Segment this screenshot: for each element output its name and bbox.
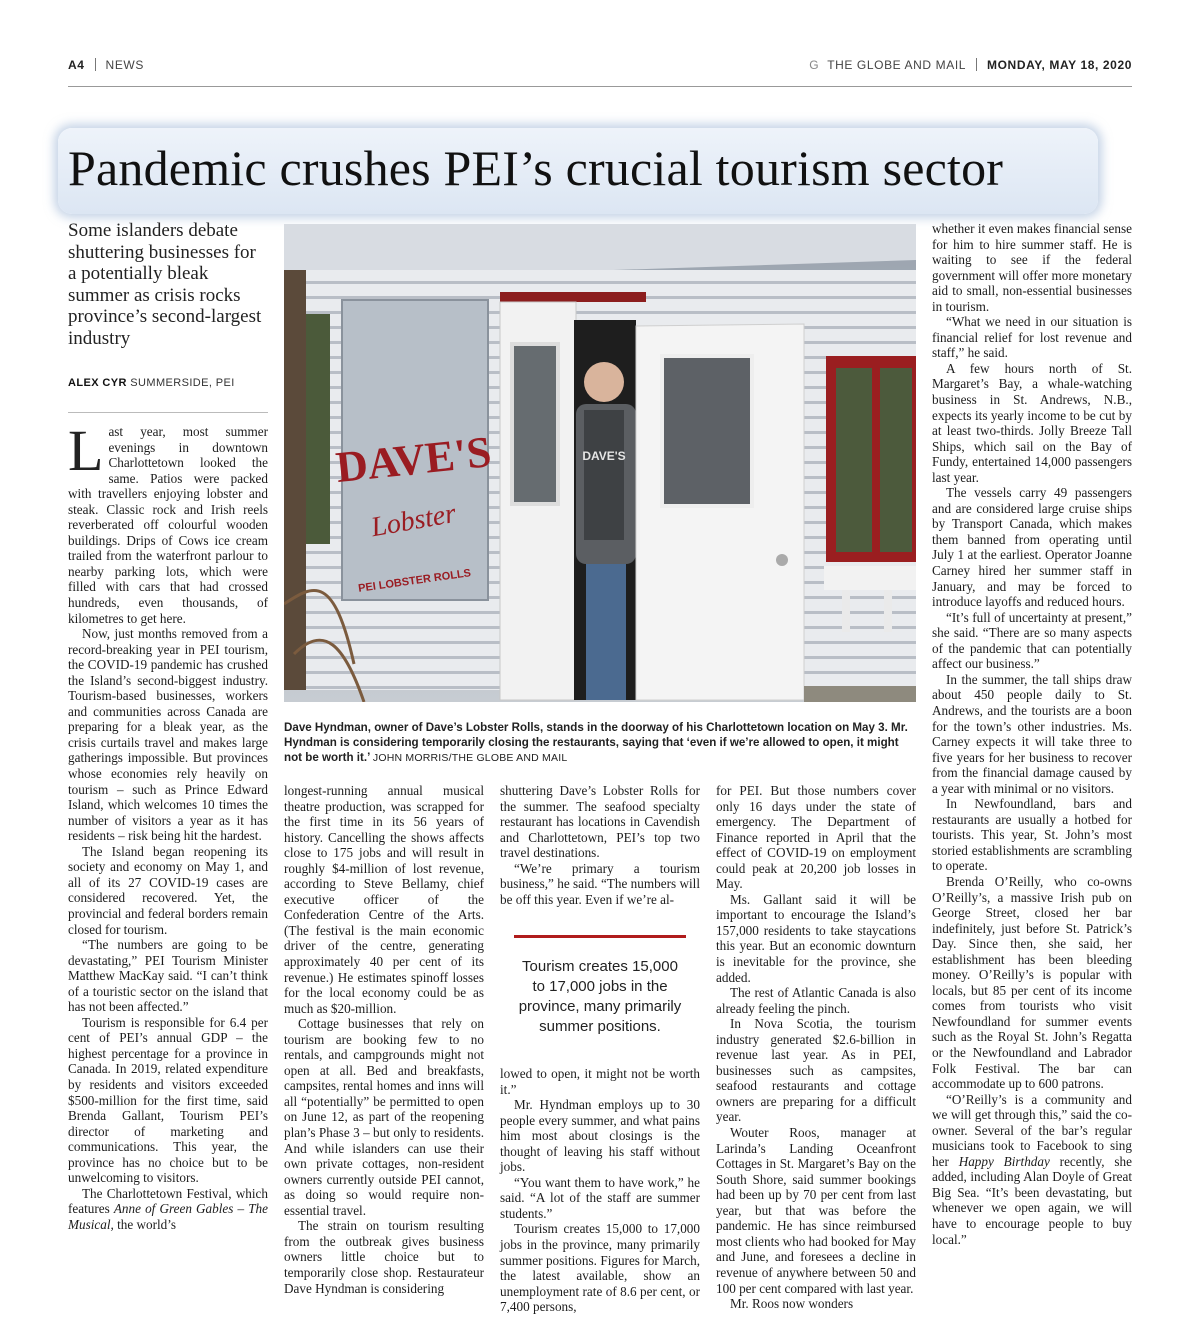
pull-quote: Tourism creates 15,000 to 17,000 jobs in the province, many primarily summer positions.	[518, 958, 682, 1035]
byline-rule	[68, 412, 268, 413]
section-label: NEWS	[105, 58, 144, 72]
article-column-5	[932, 221, 1132, 1247]
paragraph: Mr. Hyndman employs up to 30 people every summer, and what pains him most about closings is the thought of leaving his staff without jobs.	[500, 1097, 700, 1175]
sign-sub-text: PEI LOBSTER ROLLS	[357, 567, 472, 595]
paragraph: “What we need in our situation is financial relief for lost revenue and staff,” he said.	[932, 314, 1132, 361]
paragraph: The rest of Atlantic Canada is also already feeling the pinch.	[716, 985, 916, 1016]
photo-illustration	[284, 224, 916, 702]
paragraph: A few hours north of St. Margaret’s Bay, a whale-watching business in St. Andrews, N.B., expects its yearly income to be cut by at least two-thirds. Jolly Breeze Tall Ships, which sail on the Bay of Fundy, entertained 14,000 passengers last year.	[932, 360, 1132, 485]
paragraph: The strain on tourism resulting from the outbreak gives business owners little choice but to temporarily close shop. Restaurateur Dave Hyndman is considering	[284, 1218, 484, 1296]
page-header	[68, 58, 1132, 74]
paragraph: lowed to open, it might not be worth it.”	[500, 1066, 700, 1097]
drop-cap: L	[68, 418, 104, 483]
article-column-2	[284, 783, 484, 1296]
article-column-1	[68, 418, 269, 1232]
paragraph: Now, just months removed from a record-breaking year in PEI tourism, the COVID-19 pandemic has crushed the Island’s second-biggest industry. Tourism-based businesses, workers and communities across Canada are preparing for a bleak year, as the crisis curtails travel and makes large gatherings impossible. But provinces whose economies rely heavily on tourism – such as Prince Edward Island, which welcomes 10 times the number of visitors a year as it has residents – risk being hit the hardest.	[68, 626, 268, 844]
paragraph: In the summer, the tall ships draw about 450 people daily to St. Andrews, and the tourists are a boon for the town’s other industries. Ms. Carney expects it will take three to five years for her business to recover from the financial damage caused by a year with minimal or no visitors.	[932, 671, 1132, 796]
paragraph: “O’Reilly’s is a community and we will get through this,” said the co-owner. Several of the bar’s regular musicians took to Facebook to sing her Happy Birthday recently, she added, including Alan Doyle of Great Big Sea. “It’s been devastating, but whenever we open again, we will have to encourage people to buy local.”	[932, 1091, 1133, 1247]
paragraph: The Island began reopening its society and economy on May 1, and all of its 27 COVID-19 cases are considered recovered. Yet, the provincial and federal borders remain closed for tourism.	[68, 843, 268, 937]
publication-name: THE GLOBE AND MAIL	[827, 58, 967, 72]
article-column-3-top	[500, 783, 700, 907]
sign-script-text: Lobster	[368, 497, 459, 544]
headline: Pandemic crushes PEI’s crucial tourism sector	[68, 140, 1004, 196]
paragraph: Wouter Roos, manager at Larinda’s Landing Oceanfront Cottages in St. Margaret’s Bay on the South Shore, said summer bookings had been up by 70 per cent from last year, but that was before the pandemic. He has since reimbursed most clients who had booked for May and June, and foresees a decline in revenue of anywhere between 50 and 100 per cent compared with last year.	[716, 1125, 916, 1296]
paragraph: In Nova Scotia, the tourism industry generated $2.6-billion in revenue last year. As in PEI, businesses such as campsites, seafood restaurants and cottage owners are preparing for a difficult year.	[716, 1016, 916, 1125]
byline	[68, 377, 268, 389]
paragraph: “We’re primary a tourism business,” he said. “The numbers will be off this year. Even if we’re al-	[500, 860, 700, 907]
paragraph: “You want them to have work,” he said. “A lot of the staff are summer students.”	[500, 1174, 700, 1221]
paragraph: Brenda O’Reilly, who co-owns O’Reilly’s, a massive Irish pub on George Street, closed her bar indefinitely, just before St. Patrick’s Day. Since then, she said, her establishment has been bleeding money. O’Reilly’s is popular with locals, but 85 per cent of its income comes from tourists who visit Newfoundland for summer events such as the Royal St. John’s Regatta or the Newfoundland and Labrador Folk Festival. The bar can accommodate up to 600 patrons.	[932, 873, 1132, 1092]
paragraph: The vessels carry 49 passengers and are considered large cruise ships by Transport Canada, which makes them banned from operating until July 1 at the earliest. Operator Joanne Carney hired her summer staff in January, and may be forced to introduce layoffs and reduced hours.	[932, 485, 1132, 610]
header-right	[809, 58, 1132, 72]
paragraph: Tourism creates 15,000 to 17,000 jobs in the province, many primarily summer positions. Figures for March, the latest available, show an unemployment rate of 8.6 per cent, or 7,400 persons,	[500, 1221, 700, 1315]
globe-logo-icon: G	[809, 58, 820, 72]
paragraph: longest-running annual musical theatre production, was scrapped for the first time in its 56 years of history. Cancelling the shows affects close to 175 jobs and will result in roughly $4-million of lost revenue, according to Steve Bellamy, chief executive officer of the Confederation Centre of the Arts. (The festival is the main economic driver of the centre, generating approximately 40 per cent of its revenue.) He estimates spinoff losses for the local economy could be as much as $20-million.	[284, 783, 484, 1016]
paragraph: shuttering Dave’s Lobster Rolls for the summer. The seafood specialty restaurant has locations in Cavendish and Charlottetown, PEI’s top two travel destinations.	[500, 783, 700, 861]
byline-location: SUMMERSIDE, PEI	[130, 377, 235, 389]
header-divider	[95, 58, 96, 71]
paragraph: “It’s full of uncertainty at present,” she said. “There are so many aspects of the pandemic that can potentially affect our business.”	[932, 609, 1132, 672]
header-divider	[976, 58, 977, 71]
paragraph: “The numbers are going to be devastating,” PEI Tourism Minister Matthew MacKay said. “I can’t think of a touristic sector on the island that has not been affected.”	[68, 937, 268, 1015]
paragraph: Ms. Gallant said it will be important to encourage the Island’s 157,000 residents to take staycations this year. But an economic downturn is inevitable for the province, she added.	[716, 891, 916, 985]
paragraph: Mr. Roos now wonders	[730, 1296, 854, 1312]
issue-date: MONDAY, MAY 18, 2020	[987, 58, 1132, 72]
caption-text: Dave Hyndman, owner of Dave’s Lobster Rolls, stands in the doorway of his Charlottetown location on May 3. Mr. Hyndman is considering temporarily closing the restaurants, saying that ‘even if we’re allowed to open, it might not be worth it.’	[284, 721, 908, 764]
sign-main-text: DAVE'S	[333, 427, 494, 493]
paragraph: Tourism is responsible for 6.4 per cent of PEI’s annual GDP – the highest percentage for a province in Canada. In 2019, related expenditure by residents and visitors exceeded $500-million for the first time, said Brenda Gallant, Tourism PEI’s director of marketing and communications. This year, the province has no choice but to be unwelcoming to visitors.	[68, 1014, 268, 1186]
page-number: A4	[68, 58, 85, 72]
storefront-photo	[284, 224, 916, 702]
paragraph: Last year, most summer evenings in downtown Charlottetown looked the same. Patios were packed with travellers enjoying lobster and steak. Classic rock and Irish reels reverberated off colourful wooden buildings. Drips of Cows ice cream trailed from the waterfront parlour to nearby parking lots, which were filled with cars that had crossed hundreds, even thousands, of kilometres to get here.	[68, 418, 268, 626]
header-left	[68, 58, 144, 72]
shirt-text: DAVE'S	[582, 449, 626, 463]
paragraph: The Charlottetown Festival, which features Anne of Green Gables – The Musical, the world’s	[68, 1185, 269, 1232]
article-column-4	[716, 783, 916, 1312]
deck: Some islanders debate shuttering businesses for a potentially bleak summer as crisis rocks province’s second-largest industry	[68, 220, 262, 349]
byline-author: ALEX CYR	[68, 377, 127, 389]
article-column-3-bottom	[500, 1066, 700, 1315]
pull-quote-rule	[514, 935, 686, 938]
photo-caption	[284, 720, 916, 766]
header-rule	[68, 86, 1132, 87]
paragraph: for PEI. But those numbers cover only 16 days under the state of emergency. The Department of Finance reported in April that the effect of COVID-19 on employment could peak at 20,200 job losses in May.	[716, 783, 916, 892]
paragraph: Cottage businesses that rely on tourism are booking few to no rentals, and campgrounds might not open at all. Bed and breakfasts, campsites, rental homes and inns will all “potentially” be permitted to open on June 12, as part of the reopening plan’s Phase 3 – but only to residents. And while islanders can use their own private cottages, non-resident owners currently outside PEI cannot, as doing so would require non-essential travel.	[284, 1016, 484, 1218]
paragraph: whether it even makes financial sense for him to hire summer staff. He is waiting to see if the federal government will offer more monetary aid to small, non-essential businesses in tourism.	[932, 221, 1132, 314]
photo-credit: JOHN MORRIS/THE GLOBE AND MAIL	[372, 752, 568, 764]
paragraph: In Newfoundland, bars and restaurants are usually a hotbed for tourists. This year, St. John’s most storied establishments are scrambling to operate.	[932, 796, 1132, 874]
